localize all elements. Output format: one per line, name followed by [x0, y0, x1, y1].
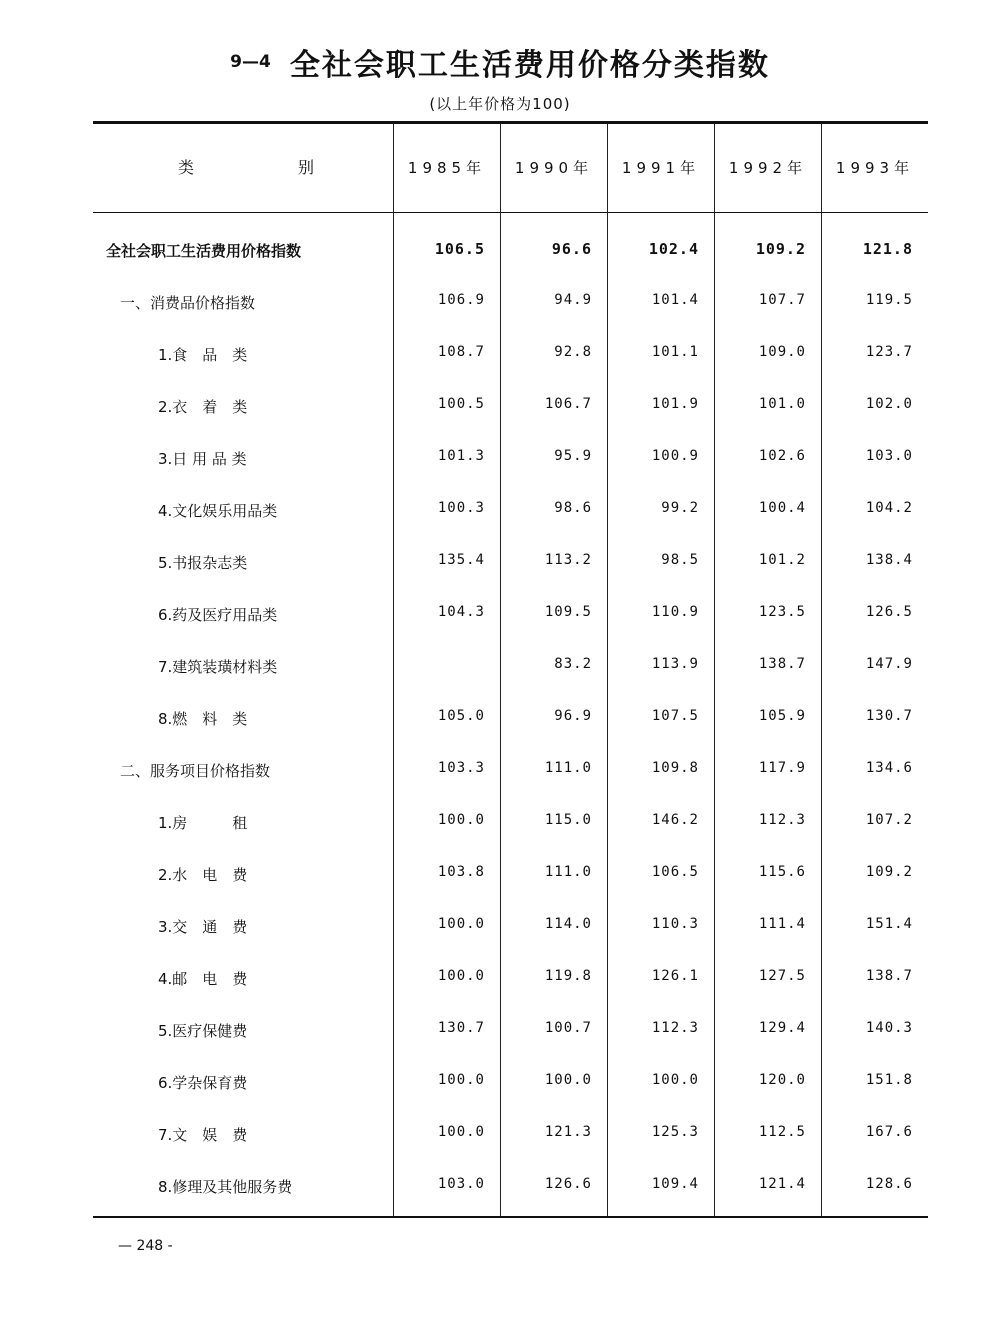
value-cell: 107.7 [758, 292, 806, 308]
row-label: 7.文 娱 费 [158, 1126, 248, 1144]
value-cell: 92.8 [554, 344, 592, 360]
table-row [0, 604, 1000, 656]
row-label: 8.燃 料 类 [158, 710, 248, 728]
value-cell: 127.5 [758, 968, 806, 984]
value-cell: 102.0 [865, 396, 913, 412]
table-row [0, 1020, 1000, 1072]
value-cell: 102.4 [648, 240, 699, 258]
value-cell: 83.2 [554, 656, 592, 672]
table-number: 9—4 [230, 52, 271, 72]
row-label: 4.邮 电 费 [158, 970, 248, 988]
value-cell: 103.0 [437, 1176, 485, 1192]
value-cell: 96.6 [551, 240, 592, 258]
value-cell: 112.5 [758, 1124, 806, 1140]
value-cell: 100.0 [437, 1072, 485, 1088]
value-cell: 109.5 [544, 604, 592, 620]
value-cell: 105.9 [758, 708, 806, 724]
value-cell: 105.0 [437, 708, 485, 724]
value-cell: 101.0 [758, 396, 806, 412]
value-cell: 109.8 [651, 760, 699, 776]
table-row [0, 656, 1000, 708]
value-cell: 101.3 [437, 448, 485, 464]
table-row [0, 552, 1000, 604]
row-label: 5.书报杂志类 [158, 554, 248, 572]
value-cell: 125.3 [651, 1124, 699, 1140]
table-row [0, 292, 1000, 344]
value-cell: 100.0 [544, 1072, 592, 1088]
value-cell: 106.5 [434, 240, 485, 258]
value-cell: 110.3 [651, 916, 699, 932]
row-label: 4.文化娱乐用品类 [158, 502, 278, 520]
value-cell: 147.9 [865, 656, 913, 672]
value-cell: 109.2 [755, 240, 806, 258]
value-cell: 112.3 [651, 1020, 699, 1036]
value-cell: 130.7 [865, 708, 913, 724]
category-header-char: 别 [298, 158, 315, 177]
value-cell: 110.9 [651, 604, 699, 620]
value-cell: 103.3 [437, 760, 485, 776]
value-cell: 138.7 [865, 968, 913, 984]
category-header [93, 124, 393, 212]
table-row [0, 708, 1000, 760]
row-label: 二、服务项目价格指数 [120, 762, 271, 780]
row-label: 1.房 租 [158, 814, 248, 832]
row-label: 7.建筑装璜材料类 [158, 658, 278, 676]
value-cell: 130.7 [437, 1020, 485, 1036]
year-header: 1993年 [835, 159, 915, 177]
value-cell: 100.4 [758, 500, 806, 516]
value-cell: 111.4 [758, 916, 806, 932]
value-cell: 111.0 [544, 760, 592, 776]
value-cell: 106.5 [651, 864, 699, 880]
value-cell: 121.8 [862, 240, 913, 258]
header-rule [93, 212, 928, 213]
value-cell: 104.2 [865, 500, 913, 516]
row-label: 3.交 通 费 [158, 918, 248, 936]
value-cell: 112.3 [758, 812, 806, 828]
value-cell: 101.2 [758, 552, 806, 568]
value-cell: 117.9 [758, 760, 806, 776]
row-label: 全社会职工生活费用价格指数 [106, 242, 302, 260]
value-cell: 123.7 [865, 344, 913, 360]
table-row [0, 812, 1000, 864]
value-cell: 120.0 [758, 1072, 806, 1088]
value-cell: 106.7 [544, 396, 592, 412]
value-cell: 101.9 [651, 396, 699, 412]
value-cell: 96.9 [554, 708, 592, 724]
table-row [0, 344, 1000, 396]
table-row [0, 968, 1000, 1020]
value-cell: 100.7 [544, 1020, 592, 1036]
value-cell: 129.4 [758, 1020, 806, 1036]
value-cell: 104.3 [437, 604, 485, 620]
page-number: — 248 - [118, 1238, 173, 1254]
value-cell: 108.7 [437, 344, 485, 360]
year-header: 1985年 [407, 159, 487, 177]
row-label: 6.学杂保育费 [158, 1074, 248, 1092]
value-cell: 100.3 [437, 500, 485, 516]
year-header: 1991年 [621, 159, 701, 177]
row-label: 2.衣 着 类 [158, 398, 248, 416]
table-row [0, 448, 1000, 500]
value-cell: 126.6 [544, 1176, 592, 1192]
row-label: 6.药及医疗用品类 [158, 606, 278, 624]
value-cell: 115.6 [758, 864, 806, 880]
value-cell: 109.4 [651, 1176, 699, 1192]
value-cell: 114.0 [544, 916, 592, 932]
value-cell: 101.1 [651, 344, 699, 360]
value-cell: 103.8 [437, 864, 485, 880]
value-cell: 106.9 [437, 292, 485, 308]
value-cell: 102.6 [758, 448, 806, 464]
row-label: 1.食 品 类 [158, 346, 248, 364]
value-cell: 138.4 [865, 552, 913, 568]
value-cell: 121.4 [758, 1176, 806, 1192]
value-cell: 99.2 [661, 500, 699, 516]
value-cell: 111.0 [544, 864, 592, 880]
table-row [0, 864, 1000, 916]
value-cell: 113.2 [544, 552, 592, 568]
page-title: 全社会职工生活费用价格分类指数 [289, 48, 770, 83]
value-cell: 151.8 [865, 1072, 913, 1088]
value-cell: 100.0 [437, 968, 485, 984]
year-header: 1992年 [728, 159, 808, 177]
value-cell: 100.0 [437, 916, 485, 932]
value-cell: 128.6 [865, 1176, 913, 1192]
row-label: 3.日 用 品 类 [158, 450, 247, 468]
category-header-char: 类 [178, 158, 195, 177]
value-cell: 94.9 [554, 292, 592, 308]
row-label: 5.医疗保健费 [158, 1022, 248, 1040]
value-cell: 115.0 [544, 812, 592, 828]
value-cell: 140.3 [865, 1020, 913, 1036]
value-cell: 100.0 [437, 812, 485, 828]
value-cell: 98.5 [661, 552, 699, 568]
value-cell: 98.6 [554, 500, 592, 516]
table-row [0, 396, 1000, 448]
table-row [0, 240, 1000, 292]
row-label: 一、消费品价格指数 [120, 294, 256, 312]
value-cell: 95.9 [554, 448, 592, 464]
value-cell: 107.2 [865, 812, 913, 828]
table-subtitle: (以上年价格为100) [429, 95, 571, 113]
value-cell: 138.7 [758, 656, 806, 672]
row-label: 2.水 电 费 [158, 866, 248, 884]
value-cell: 107.5 [651, 708, 699, 724]
value-cell: 126.1 [651, 968, 699, 984]
table-row [0, 916, 1000, 968]
table-row [0, 1124, 1000, 1176]
table-row [0, 1072, 1000, 1124]
value-cell: 135.4 [437, 552, 485, 568]
value-cell: 167.6 [865, 1124, 913, 1140]
value-cell: 109.0 [758, 344, 806, 360]
value-cell: 100.9 [651, 448, 699, 464]
value-cell: 126.5 [865, 604, 913, 620]
value-cell: 100.5 [437, 396, 485, 412]
value-cell: 134.6 [865, 760, 913, 776]
value-cell: 113.9 [651, 656, 699, 672]
value-cell: 101.4 [651, 292, 699, 308]
year-header: 1990年 [514, 159, 594, 177]
table-row [0, 1176, 1000, 1228]
value-cell: 119.8 [544, 968, 592, 984]
value-cell: 151.4 [865, 916, 913, 932]
row-label: 8.修理及其他服务费 [158, 1178, 293, 1196]
value-cell: 100.0 [651, 1072, 699, 1088]
value-cell: 109.2 [865, 864, 913, 880]
value-cell: 103.0 [865, 448, 913, 464]
value-cell: 100.0 [437, 1124, 485, 1140]
value-cell: 119.5 [865, 292, 913, 308]
value-cell: 123.5 [758, 604, 806, 620]
value-cell: 121.3 [544, 1124, 592, 1140]
value-cell: 146.2 [651, 812, 699, 828]
table-row [0, 500, 1000, 552]
table-title [0, 40, 1000, 84]
table-row [0, 760, 1000, 812]
